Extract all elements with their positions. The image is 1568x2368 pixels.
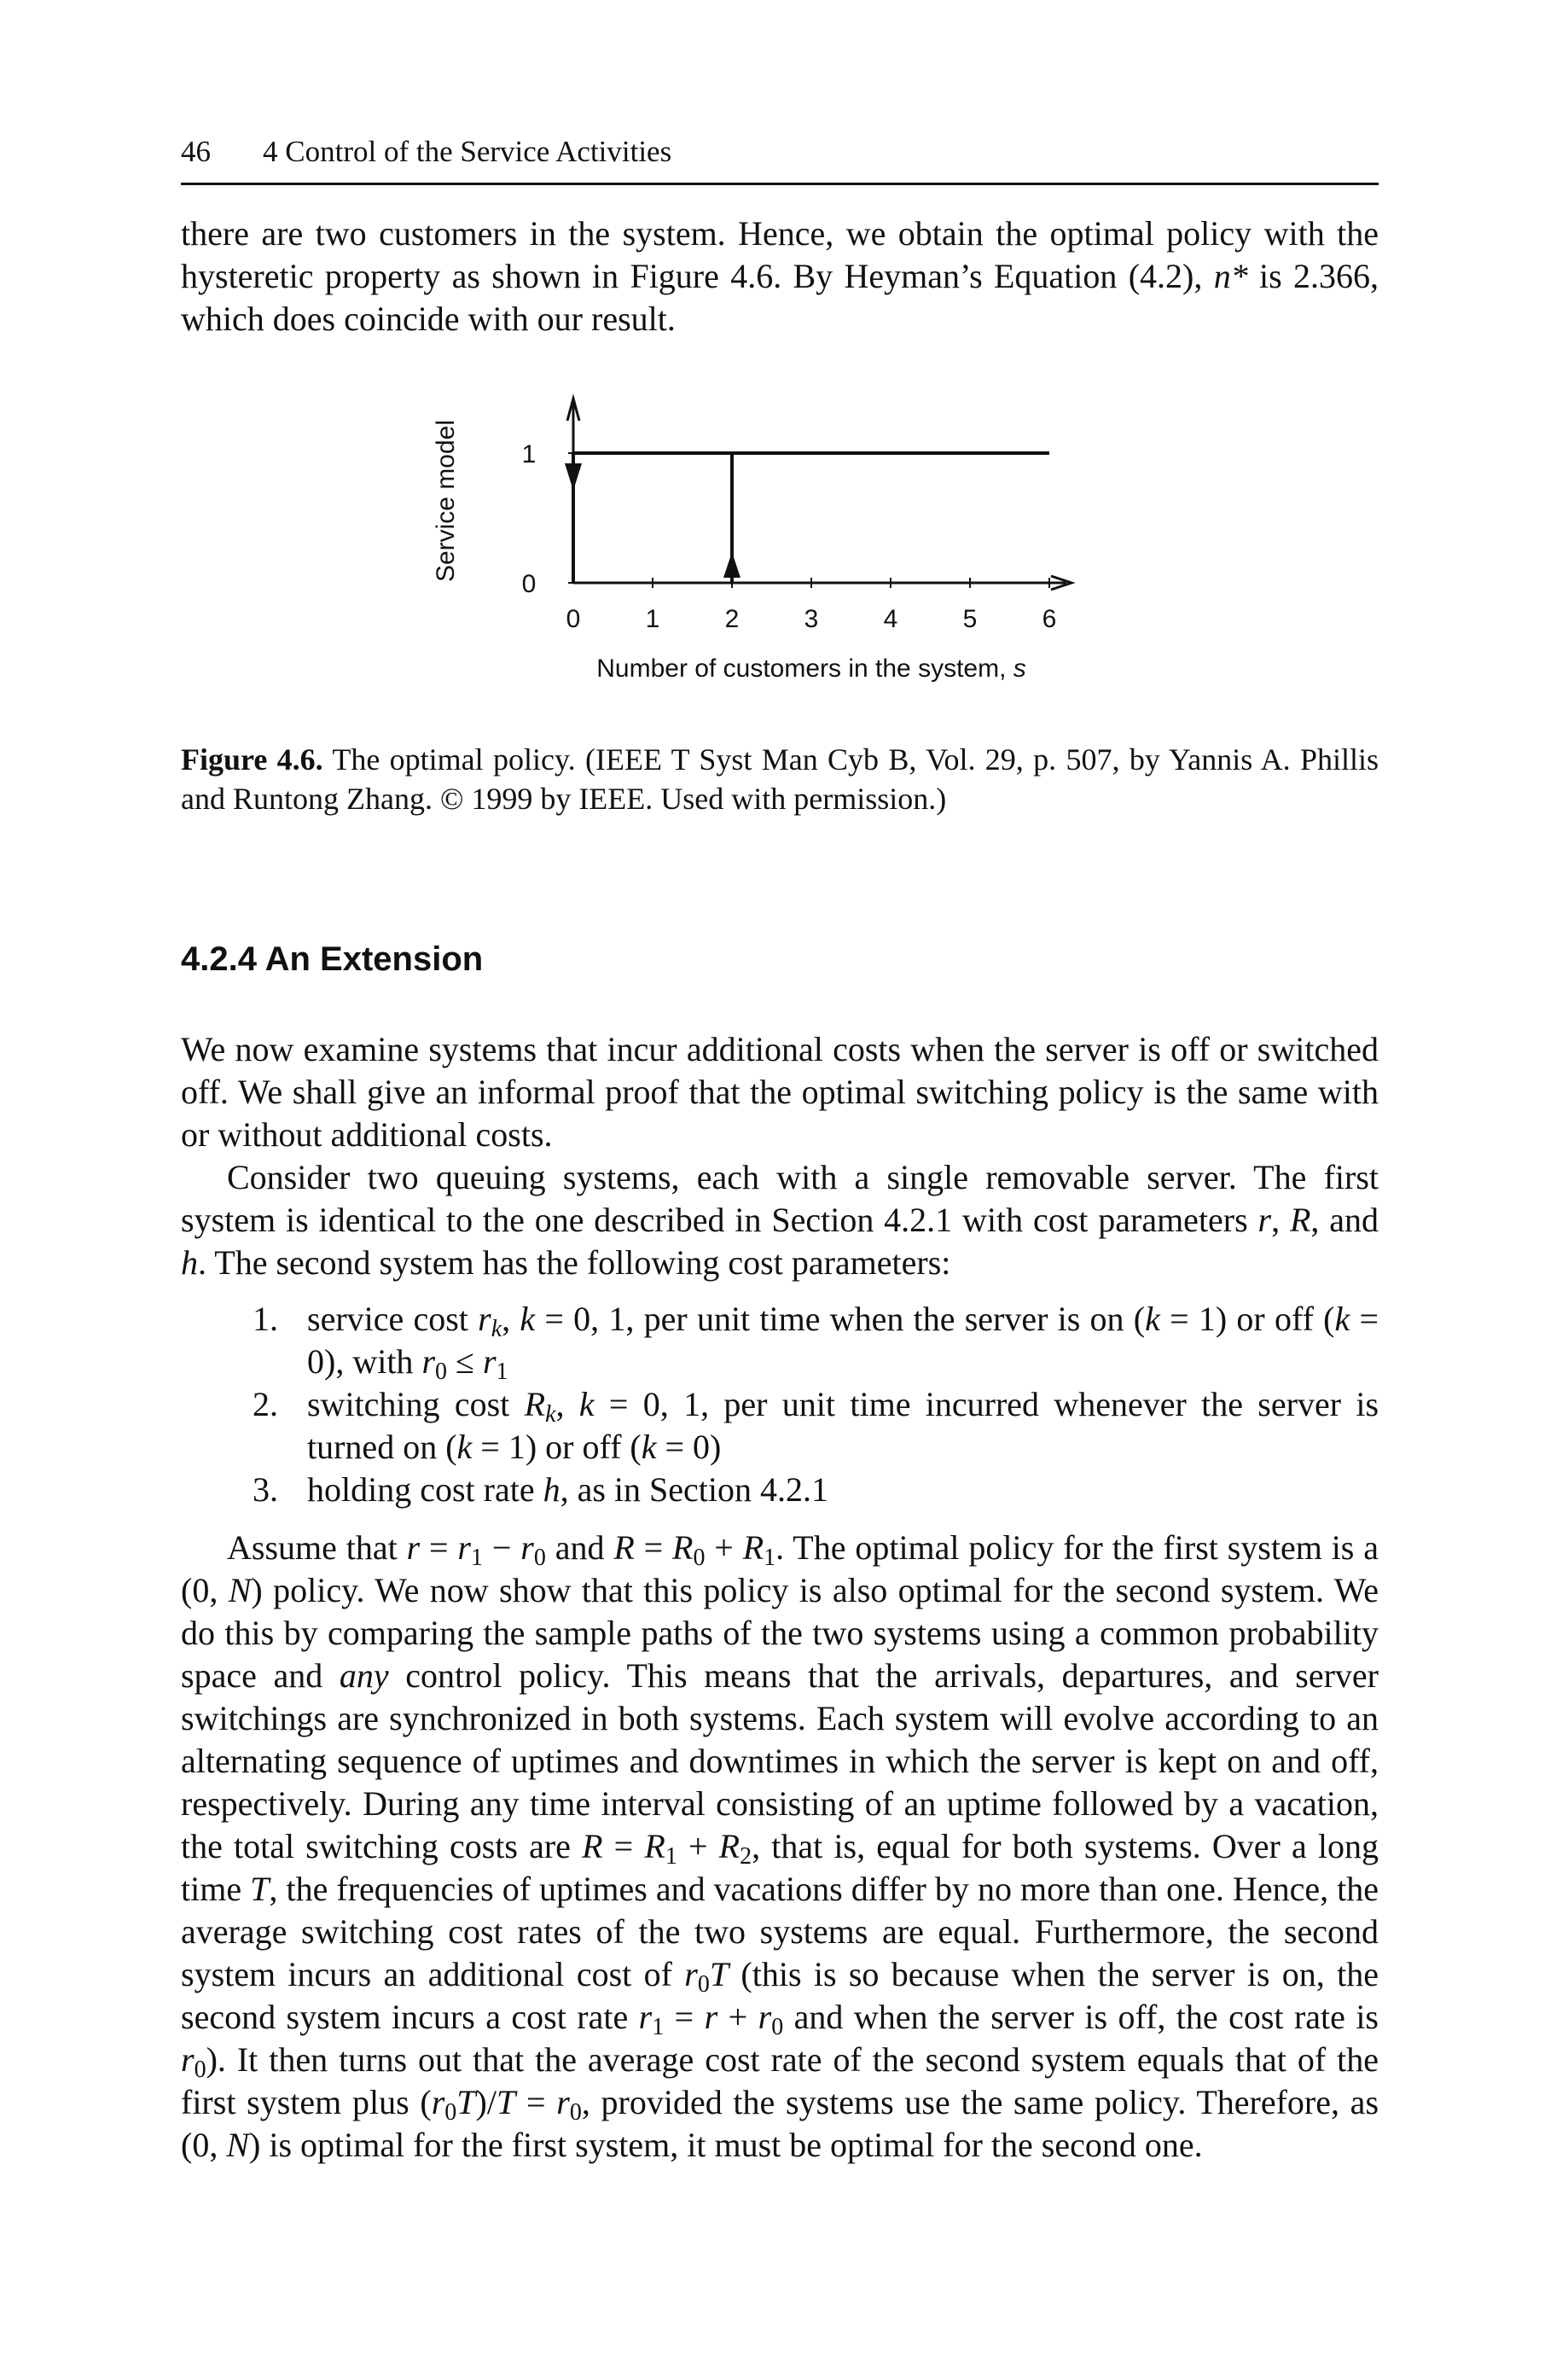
- list-item: 3. holding cost rate h, as in Section 4.2.1: [253, 1470, 829, 1509]
- x-tick-label: 1: [645, 605, 660, 633]
- x-tick-label: 3: [804, 605, 819, 633]
- figure-4-6: [181, 375, 1379, 707]
- switch-off-arrow: [565, 463, 582, 491]
- figure-caption: Figure 4.6. The optimal policy. (IEEE T Syst Man Cyb B, Vol. 29, p. 507, by Yannis A. Phillis and Runtong Zhang. © 1999 by IEEE. Used with permission.): [181, 742, 1379, 816]
- intro-paragraph: there are two customers in the system. Hence, we obtain the optimal policy with the hysteretic property as shown in Figure 4.6. By Heyman’s Equation (4.2), n* is 2.366, which does coincide with our result.: [181, 214, 1379, 338]
- page-number: 46: [181, 135, 211, 168]
- x-tick-label: 5: [962, 605, 978, 633]
- running-header: [181, 128, 1379, 185]
- list-item: 1. service cost $r_k$, k = 0, 1, per unit time when the server is on (k = 1) or off (k = 0), with $r_0 \le r_1$: [253, 1300, 1379, 1385]
- page: [181, 128, 1379, 2167]
- switch-on-arrow: [723, 552, 740, 578]
- list-item: 2. switching cost $R_k$, k = 0, 1, per unit time incurred whenever the server is turned on (k = 1) or off (k = 0): [253, 1385, 1379, 1466]
- y-tick-label: 1: [521, 440, 537, 468]
- running-title: 4 Control of the Service Activities: [263, 135, 672, 168]
- cost-parameter-list: [181, 1298, 1379, 1511]
- section-paragraph-1: We now examine systems that incur additional costs when the server is off or switched off. We shall give an informal proof that the optimal switching policy is the same with or without additional costs.: [181, 1030, 1379, 1154]
- x-tick-label: 4: [883, 605, 898, 633]
- section-paragraph-3: Assume that $r = r_1 - r_0$ and $R = R_0 + R_1$. The optimal policy for the first system is a (0, N) policy. We now show that this policy is also optimal for the second system. We do this by comparing the sample paths of the two systems using a common probability space and any control policy. This means that the arrivals, departures, and server switchings are synchronized in both systems. Each system will evolve according to an alternating sequence of uptimes and downtimes in which the server is kept on and off, respectively. During any time interval consisting of an uptime followed by a vacation, the total switching costs are $R = R_1 + R_2$, that is, equal for both systems. Over a long time T, the frequencies of uptimes and vacations differ by no more than one. Hence, the average switching cost rates of the two systems are equal. Furthermore, the second system incurs an additional cost of $r_0T$ (this is so because when the server is on, the second system incurs a cost rate $r_1 = r + r_0$ and when the server is off, the cost rate is $r_0$). It then turns out that the average cost rate of the second system equals that of the first system plus $(r_0T)/T = r_0$, provided the systems use the same policy. Therefore, as (0, N) is optimal for the first system, it must be optimal for the second one.: [181, 1528, 1379, 2164]
- y-axis-label: Service model: [432, 419, 460, 583]
- section-paragraph-2: Consider two queuing systems, each with a single removable server. The first system is identical to the one described in Section 4.2.1 with cost parameters r, R, and h. The second system has the following cost parameters:: [181, 1158, 1379, 1282]
- x-tick-label: 6: [1042, 605, 1057, 633]
- y-tick-label: 0: [521, 570, 537, 598]
- x-tick-label: 0: [566, 605, 581, 633]
- x-axis-label: Number of customers in the system, s: [596, 655, 1026, 683]
- policy-chart: [181, 375, 1379, 707]
- section-heading: 4.2.4 An Extension: [181, 940, 484, 978]
- x-tick-label: 2: [724, 605, 740, 633]
